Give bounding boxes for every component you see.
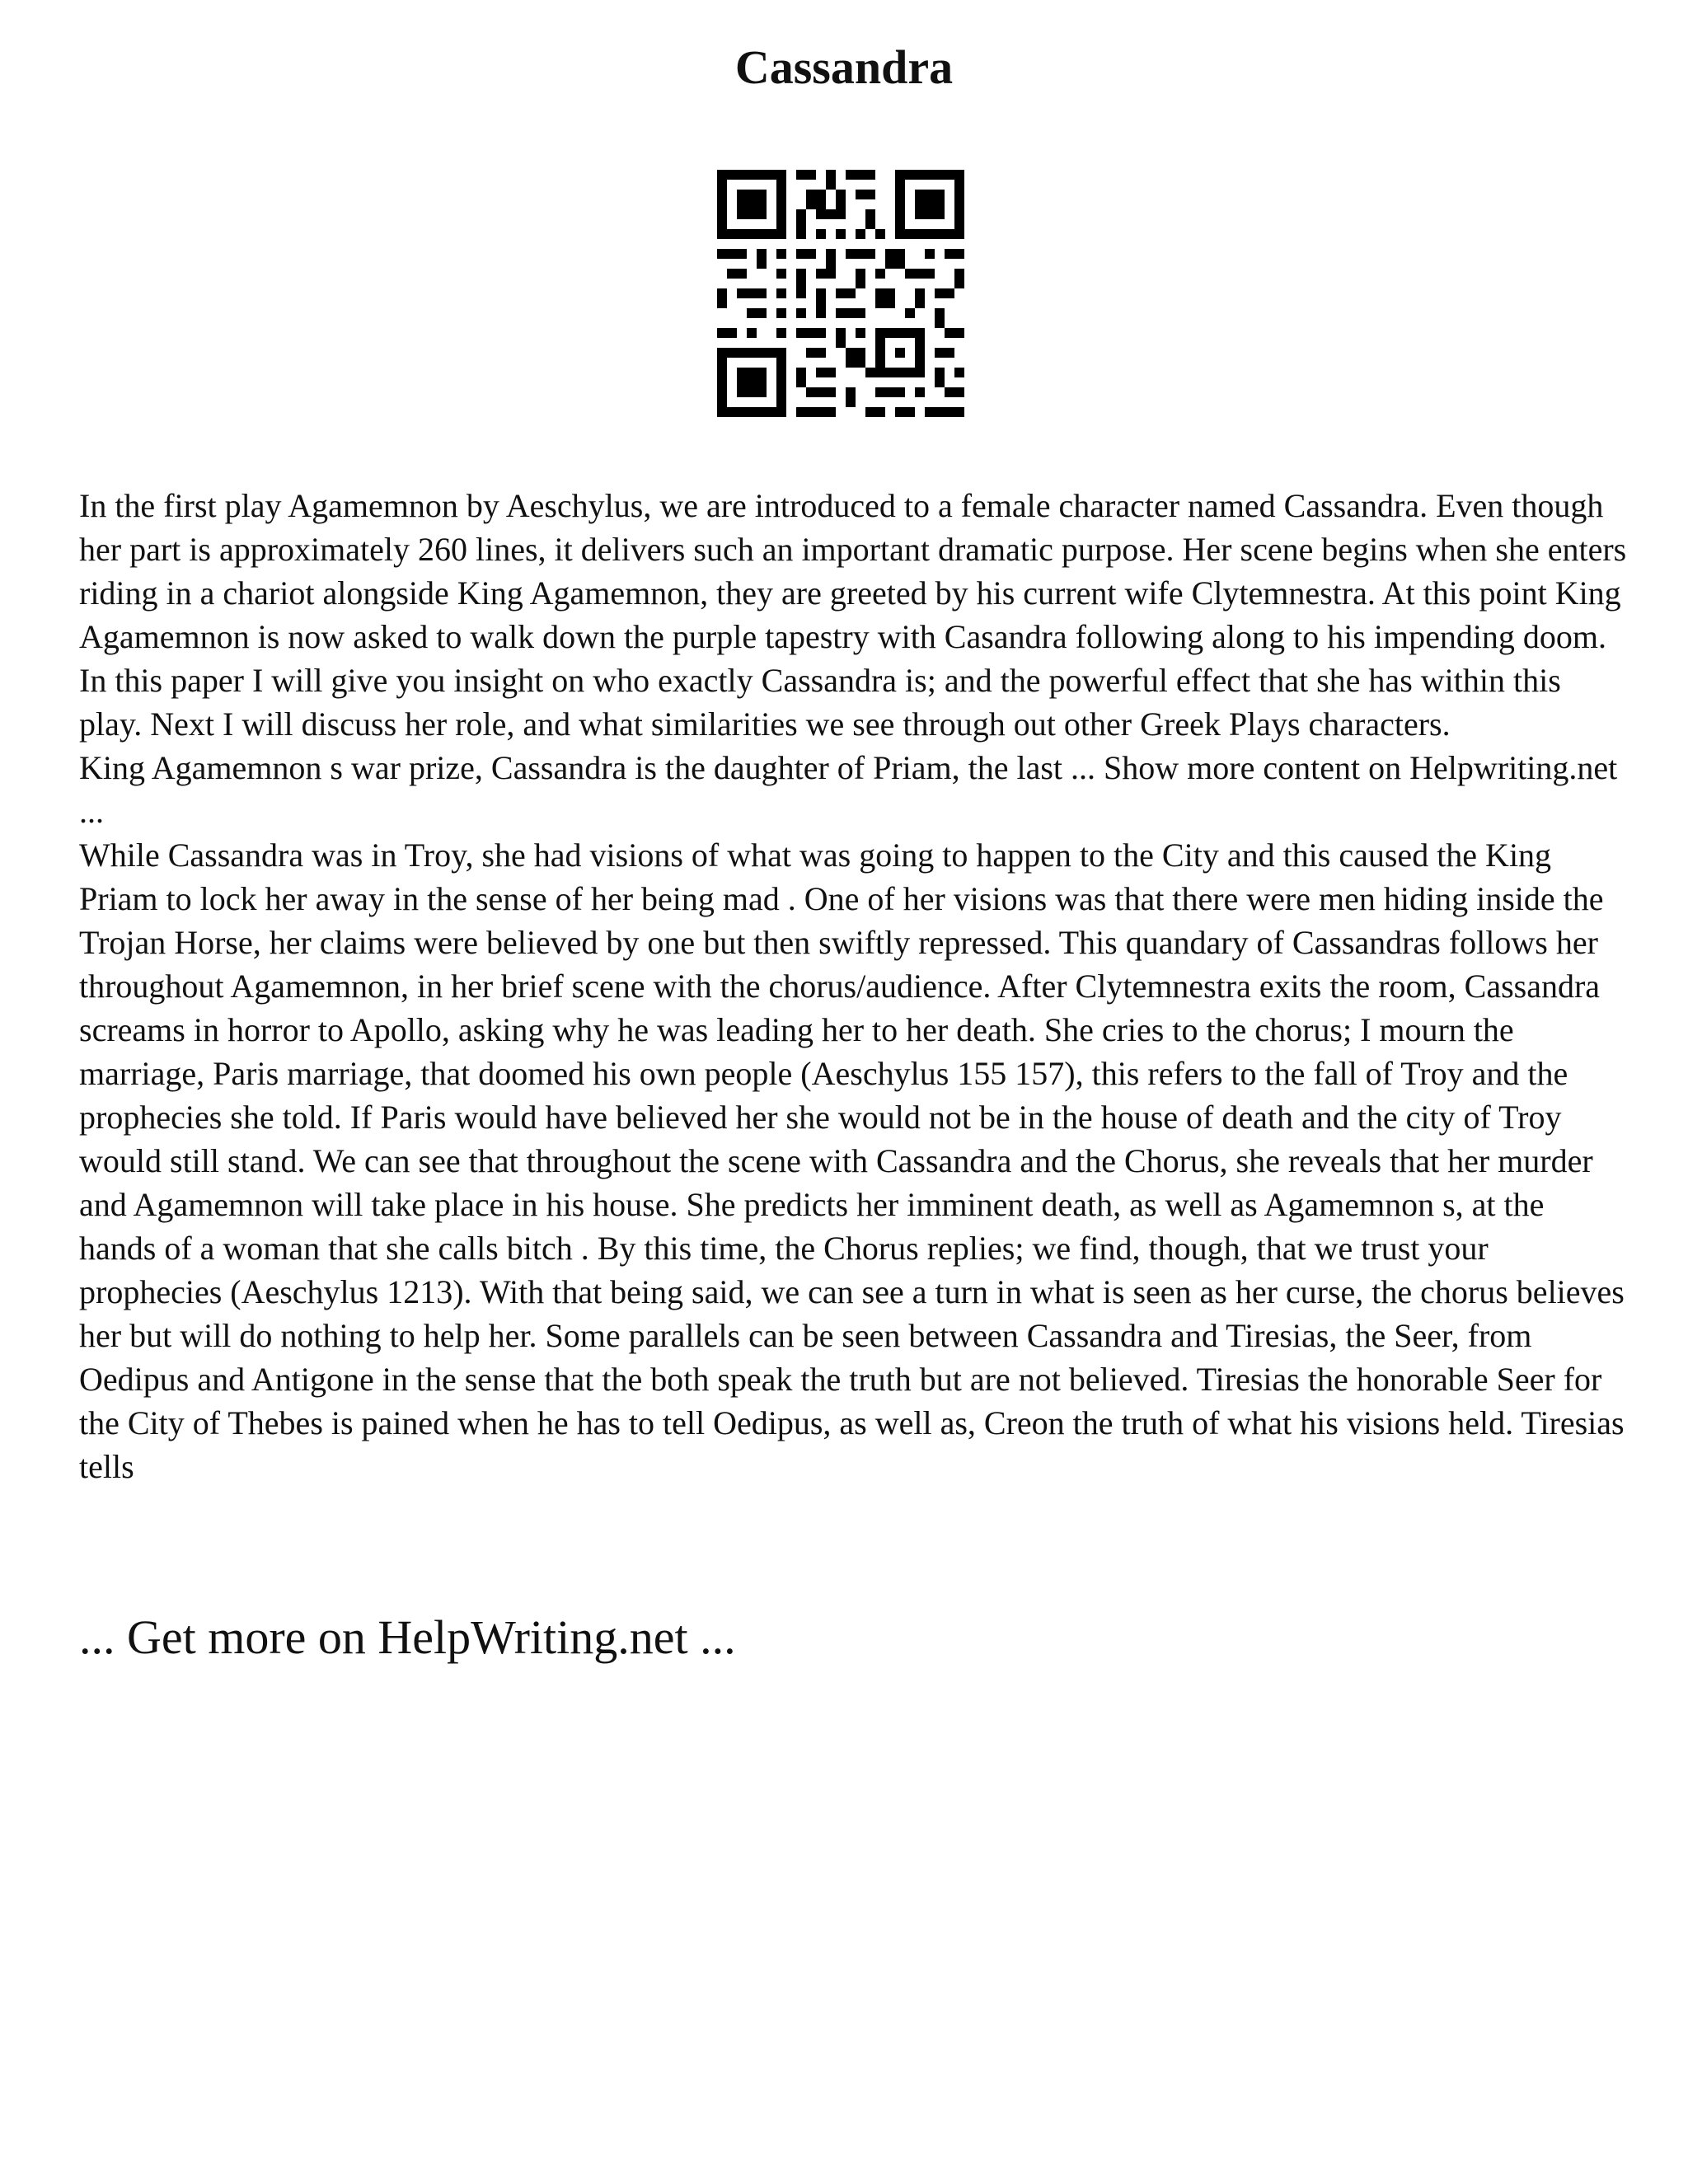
- page-title: Cassandra: [734, 40, 954, 94]
- paragraph-2: King Agamemnon s war prize, Cassandra is the daughter of Priam, the last ... Show more content on Helpwriting.net ...: [79, 749, 1618, 830]
- paragraph-3: While Cassandra was in Troy, she had visions of what was going to happen to the City and this caused the King Priam to lock her away in the sense of her being mad . One of her visions was that there were men hiding inside the Trojan Horse, her claims were believed by one but then swiftly repressed. This quandary of Cassandras follows her throughout Agamemnon, in her brief scene with the chorus/audience. After Clytemnestra exits the room, Cassandra screams in horror to Apollo, asking why he was leading her to her death. She cries to the chorus; I mourn the marriage, Paris marriage, that doomed his own people (Aeschylus 155 157), this refers to the fall of Troy and the prophecies she told. If Paris would have believed her she would not be in the house of death and the city of Troy would still stand. We can see that throughout the scene with Cassandra and the Chorus, she reveals that her murder and Agamemnon will take place in his house. She predicts her imminent death, as well as Agamemnon s, at the hands of a woman that she calls bitch . By this time, the Chorus replies; we find, though, that we trust your prophecies (Aeschylus 1213). With that being said, we can see a turn in what is seen as her curse, the chorus believes her but will do nothing to help her. Some parallels can be seen between Cassandra and Tiresias, the Seer, from Oedipus and Antigone in the sense that the both speak the truth but are not believed. Tiresias the honorable Seer for the City of Thebes is pained when he has to tell Oedipus, as well as, Creon the truth of what his visions held. Tiresias tells: [79, 837, 1625, 1485]
- paragraph-1: In the first play Agamemnon by Aeschylus, we are introduced to a female character named Cassandra. Even though her part is approximately 260 lines, it delivers such an important dramatic purpose. Her scene begins when she enters riding in a chariot alongside King Agamemnon, they are greeted by his current wife Clytemnestra. At this point King Agamemnon is now asked to walk down the purple tapestry with Casandra following along to his impending doom. In this paper I will give you insight on who exactly Cassandra is; and the powerful effect that she has within this play. Next I will discuss her role, and what similarities we see through out other Greek Plays characters.: [79, 487, 1627, 743]
- essay-body: [79, 484, 1629, 1488]
- qr-code-icon: [717, 170, 964, 417]
- get-more-link[interactable]: ... Get more on HelpWriting.net ...: [79, 1610, 736, 1664]
